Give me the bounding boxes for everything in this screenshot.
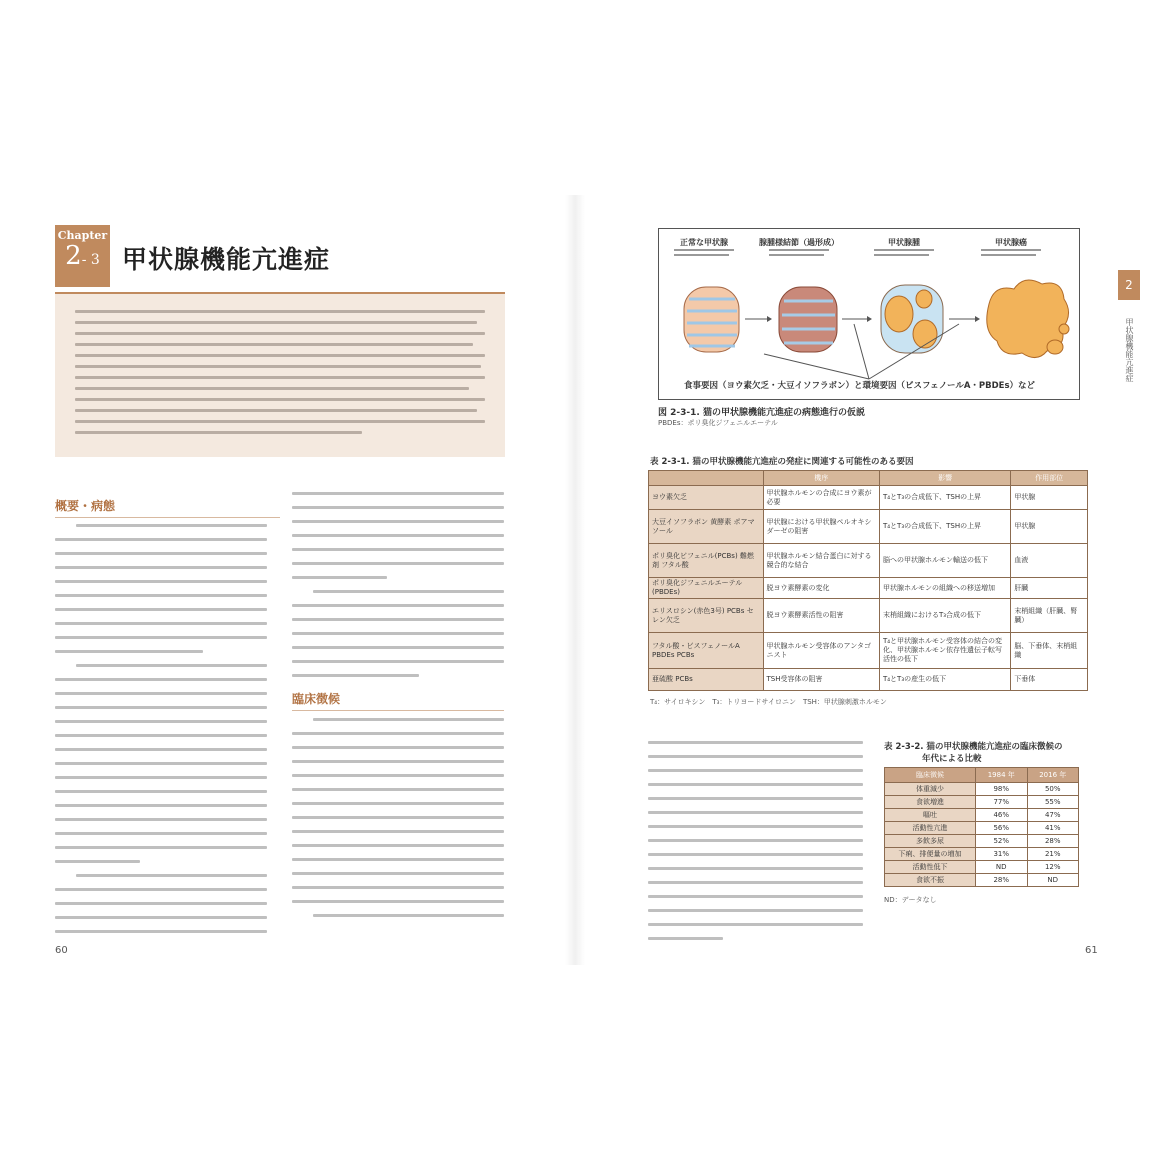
side-chapter-tab: 2 (1118, 270, 1140, 300)
table1-header: 作用部位 (1011, 471, 1088, 486)
stage-adenomatous-label: 腺腫様結節（過形成） (759, 238, 839, 247)
section-overview (55, 497, 280, 518)
table1-cell: 下垂体 (1011, 669, 1088, 691)
table2-cell: 活動性低下 (885, 861, 976, 874)
table2-cell: 47% (1027, 809, 1079, 822)
table-risk-factors (648, 470, 1088, 691)
table1-cell: T₄と甲状腺ホルモン受容体の結合の変化、甲状腺ホルモン依存性遺伝子転写活性の低下 (879, 633, 1010, 669)
stage-adenoma-label: 甲状腺腫 (888, 238, 920, 247)
section-clinical (292, 690, 504, 711)
table1-cell: 甲状腺ホルモン結合蛋白に対する競合的な結合 (763, 544, 879, 578)
table1-cell: 末梢組織におけるT₃合成の低下 (879, 599, 1010, 633)
table2-cell: 体重減少 (885, 783, 976, 796)
table1-cell: T₄とT₃の合成低下、TSHの上昇 (879, 510, 1010, 544)
table2-cell: 下痢、排便量の増加 (885, 848, 976, 861)
table-row (885, 783, 1079, 796)
table-row (649, 599, 1088, 633)
pathogenesis-illustration (659, 229, 1079, 399)
section-heading-overview: 概要・病態 (55, 497, 280, 518)
stage-carcinoma-label: 甲状腺癌 (995, 238, 1027, 247)
table2-cell: 28% (976, 874, 1028, 887)
figure-pathogenesis (658, 228, 1080, 400)
table1-cell: 甲状腺 (1011, 486, 1088, 510)
table2-cell: ND (976, 861, 1028, 874)
table1-cell: 脳への甲状腺ホルモン輸送の低下 (879, 544, 1010, 578)
figure-factors-text: 食事要因（ヨウ素欠乏・大豆イソフラボン）と環境要因（ビスフェノールA・PBDEs）など (684, 381, 1036, 391)
table1-cell: 甲状腺ホルモンの組織への移送増加 (879, 578, 1010, 599)
table2-header: 1984 年 (976, 768, 1028, 783)
table2-cell: 52% (976, 835, 1028, 848)
table-row (649, 633, 1088, 669)
table1-cell: 甲状腺における甲状腺ペルオキシダーゼの阻害 (763, 510, 879, 544)
table1-cell: 大豆イソフラボン 黄酵素 ポアマソール (649, 510, 764, 544)
table1-cell: 血液 (1011, 544, 1088, 578)
table1-cell: ヨウ素欠乏 (649, 486, 764, 510)
table2-title (884, 741, 1084, 765)
page-number-right: 61 (1085, 945, 1098, 956)
table1-cell: TSH受容体の阻害 (763, 669, 879, 691)
chapter-number: 2- 3 (65, 241, 100, 271)
table2-cell: 食欲増進 (885, 796, 976, 809)
table1-cell: フタル酸・ビスフェノールA PBDEs PCBs (649, 633, 764, 669)
body-text-column-2 (292, 492, 504, 688)
table1-cell: 亜硫酸 PCBs (649, 669, 764, 691)
table2-header-row (885, 768, 1079, 783)
table2-cell: 55% (1027, 796, 1079, 809)
table2-cell: 多飲多尿 (885, 835, 976, 848)
table2-cell: 食欲不振 (885, 874, 976, 887)
body-text-column-2b (292, 718, 504, 928)
side-chapter-text: 甲状腺機能亢進症 (1125, 318, 1134, 382)
table1-note: T₄：サイロキシン T₃：トリヨードサイロニン TSH：甲状腺刺激ホルモン (650, 698, 887, 706)
page-gutter (565, 195, 585, 965)
table1-cell: 脱ヨウ素酵素活性の阻害 (763, 599, 879, 633)
table1-cell: ポリ臭化ジフェニルエーテル(PBDEs) (649, 578, 764, 599)
table-row (885, 848, 1079, 861)
table2-cell: 56% (976, 822, 1028, 835)
table-row (885, 835, 1079, 848)
table1-cell: T₄とT₃の産生の低下 (879, 669, 1010, 691)
table-row (649, 510, 1088, 544)
table1-header: 影響 (879, 471, 1010, 486)
table1-cell: 甲状腺ホルモンの合成にヨウ素が必要 (763, 486, 879, 510)
chapter-label: Chapter (57, 229, 108, 242)
table1-cell: エリスロシン(赤色3号) PCBs セレン欠乏 (649, 599, 764, 633)
table1-title: 表 2-3-1. 猫の甲状腺機能亢進症の発症に関連する可能性のある要因 (650, 457, 914, 467)
table2-cell: 50% (1027, 783, 1079, 796)
table2-cell: ND (1027, 874, 1079, 887)
table-row (649, 669, 1088, 691)
table2-header: 臨床徴候 (885, 768, 976, 783)
table2-note: ND：データなし (884, 896, 937, 904)
page-number-left: 60 (55, 945, 68, 956)
table2-cell: 46% (976, 809, 1028, 822)
table-row (649, 544, 1088, 578)
table1-header: 機序 (763, 471, 879, 486)
table2-cell: 31% (976, 848, 1028, 861)
table-row (885, 861, 1079, 874)
table-row (885, 809, 1079, 822)
table-clinical-signs (884, 767, 1079, 887)
table2-cell: 28% (1027, 835, 1079, 848)
chapter-badge (55, 225, 110, 287)
table-row (649, 578, 1088, 599)
table2-title-line1: 表 2-3-2. 猫の甲状腺機能亢進症の臨床徴候の (884, 742, 1063, 752)
stage-normal-label: 正常な甲状腺 (680, 238, 728, 247)
table1-cell: 末梢組織（肝臓、腎臓） (1011, 599, 1088, 633)
table2-header: 2016 年 (1027, 768, 1079, 783)
table-row (885, 822, 1079, 835)
table1-cell: 脱ヨウ素酵素の変化 (763, 578, 879, 599)
table-row (885, 874, 1079, 887)
table1-cell: T₄とT₃の合成低下、TSHの上昇 (879, 486, 1010, 510)
figure-caption: 図 2-3-1. 猫の甲状腺機能亢進症の病態進行の仮説 (658, 408, 865, 418)
table2-cell: 12% (1027, 861, 1079, 874)
table1-header (649, 471, 764, 486)
intro-summary-box (55, 292, 505, 457)
table1-cell: 甲状腺ホルモン受容体のアンタゴニスト (763, 633, 879, 669)
table2-cell: 21% (1027, 848, 1079, 861)
table-row (649, 486, 1088, 510)
table1-cell: ポリ臭化ビフェニル(PCBs) 難燃剤 フタル酸 (649, 544, 764, 578)
figure-note: PBDEs：ポリ臭化ジフェニルエーテル (658, 419, 778, 427)
table1-header-row (649, 471, 1088, 486)
table2-cell: 41% (1027, 822, 1079, 835)
section-heading-clinical: 臨床徴候 (292, 690, 504, 711)
table2-cell: 77% (976, 796, 1028, 809)
table2-cell: 98% (976, 783, 1028, 796)
chapter-title: 甲状腺機能亢進症 (122, 245, 331, 274)
table1-cell: 甲状腺 (1011, 510, 1088, 544)
body-text-right (648, 741, 863, 951)
table1-cell: 脳、下垂体、末梢組織 (1011, 633, 1088, 669)
table2-cell: 嘔吐 (885, 809, 976, 822)
table2-title-line2: 年代による比較 (922, 754, 982, 764)
body-text-column-1 (55, 524, 267, 944)
table2-cell: 活動性亢進 (885, 822, 976, 835)
table1-cell: 肝臓 (1011, 578, 1088, 599)
table-row (885, 796, 1079, 809)
